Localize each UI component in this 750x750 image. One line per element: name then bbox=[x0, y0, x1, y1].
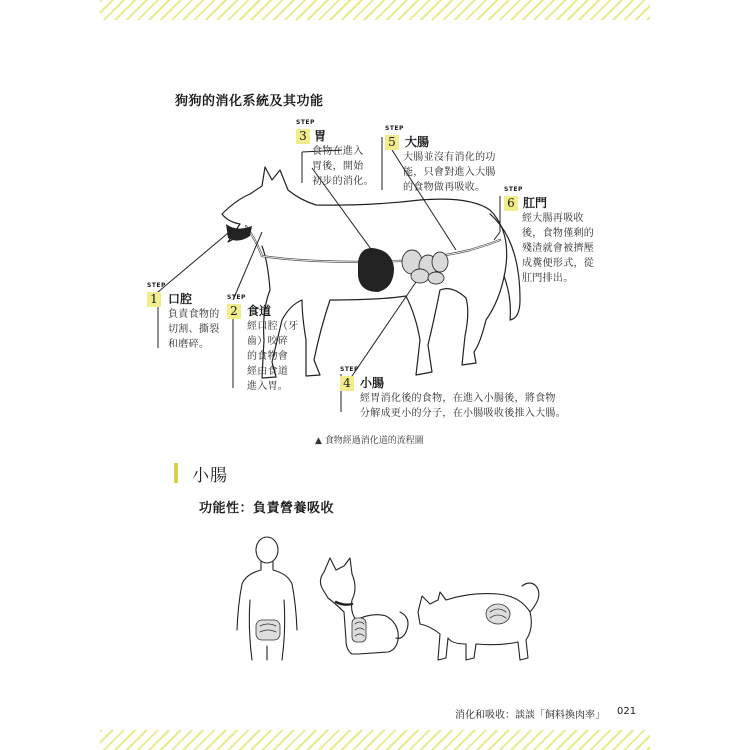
step-number: 4 bbox=[340, 376, 354, 391]
footer-chapter-title: 消化和吸收：談談「飼料換肉率」 bbox=[455, 710, 605, 721]
step-name: 口腔 bbox=[168, 292, 193, 306]
bottom-decorative-stripe bbox=[100, 730, 650, 750]
step-name: 食道 bbox=[247, 304, 272, 318]
cat-intestine bbox=[486, 604, 510, 624]
top-decorative-stripe bbox=[100, 0, 650, 20]
step-description: 經口腔（牙 齒）咬碎 的食物會 經由食道 進入胃。 bbox=[247, 321, 299, 392]
mouth-shape bbox=[226, 224, 252, 241]
step-tag: STEP bbox=[147, 282, 166, 289]
step-number: 6 bbox=[504, 196, 518, 211]
step-name: 胃 bbox=[314, 129, 327, 143]
step-description: 大腸並沒有消化的功 能，只會對進入大腸 的食物做再吸收。 bbox=[403, 152, 496, 193]
step-description: 食物在進入 胃後，開始 初步的消化。 bbox=[312, 146, 374, 187]
step-tag: STEP bbox=[296, 119, 315, 126]
dog-intestine bbox=[352, 618, 366, 642]
step-tag: STEP bbox=[340, 366, 359, 373]
function-statement: 功能性：負責營養吸收 bbox=[199, 501, 335, 516]
step-description: 經大腸再吸收 後，食物僅剩的 殘渣就會被擠壓 成糞便形式，從 肛門排出。 bbox=[522, 213, 595, 284]
step-description: 負責食物的 切割、撕裂 和磨碎。 bbox=[168, 309, 220, 350]
page-number: 021 bbox=[617, 706, 637, 717]
human-figure bbox=[237, 537, 297, 660]
step-number: 2 bbox=[227, 304, 241, 319]
page-title: 狗狗的消化系統及其功能 bbox=[175, 94, 324, 109]
step-number: 1 bbox=[147, 292, 161, 307]
intestines-shape bbox=[402, 250, 448, 284]
dog-figure bbox=[320, 558, 408, 654]
step-name: 大腸 bbox=[405, 135, 430, 149]
section-accent-bar bbox=[174, 463, 178, 483]
step-number: 5 bbox=[385, 135, 399, 150]
step-tag: STEP bbox=[385, 125, 404, 132]
stomach-shape bbox=[358, 248, 394, 292]
diagram-caption: ▲ 食物經過消化道的流程圖 bbox=[315, 436, 424, 446]
step-description: 經胃消化後的食物，在進入小腸後，將食物 分解成更小的分子，在小腸吸收後推入大腸。 bbox=[360, 393, 566, 419]
step-tag: STEP bbox=[227, 294, 246, 301]
step-number: 3 bbox=[296, 129, 310, 144]
step-name: 小腸 bbox=[360, 376, 385, 390]
step-tag: STEP bbox=[504, 186, 523, 193]
page-footer bbox=[455, 706, 636, 721]
step-name: 肛門 bbox=[523, 196, 548, 210]
cat-figure bbox=[418, 583, 539, 660]
section-heading bbox=[174, 462, 228, 484]
section-title: 小腸 bbox=[192, 465, 228, 486]
human-intestine bbox=[256, 620, 280, 640]
